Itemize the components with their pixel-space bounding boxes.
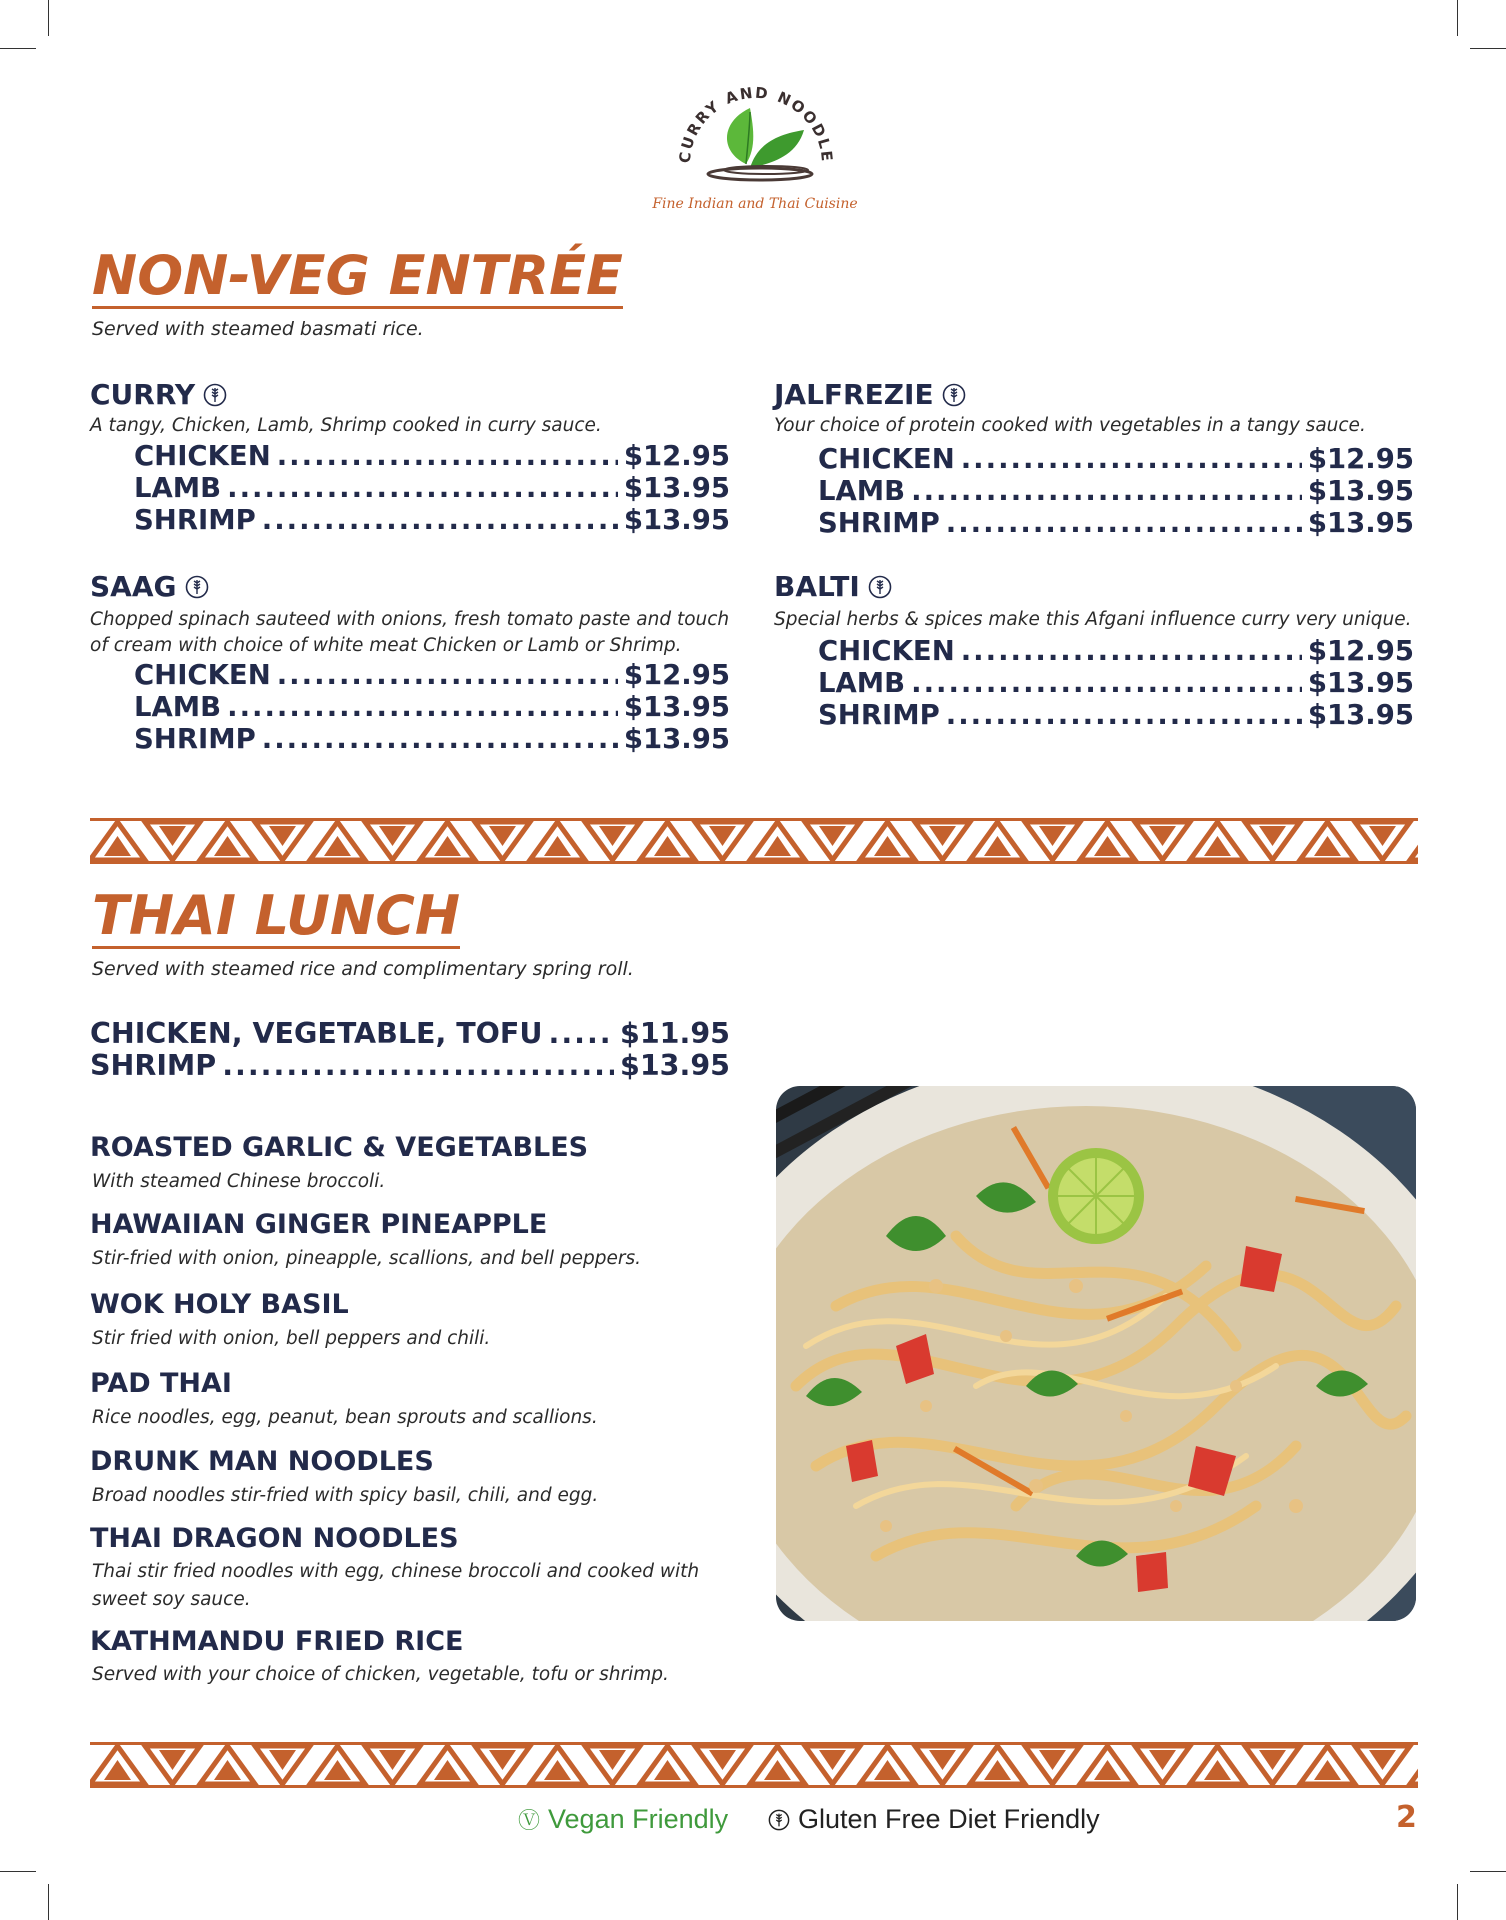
leader-dots (961, 635, 1302, 667)
wheat-circle-icon (868, 575, 892, 599)
price-label: CHICKEN (134, 440, 271, 472)
crop-mark (0, 48, 36, 49)
crop-mark (1457, 1884, 1458, 1920)
price-row (134, 659, 730, 691)
crop-mark (1470, 1871, 1506, 1872)
logo-tagline: Fine Indian and Thai Cuisine (652, 196, 858, 212)
item-desc-saag-line1: Chopped spinach sauteed with onions, fresh tomato paste and touch (90, 609, 730, 630)
item-desc-jalfrezie: Your choice of protein cooked with vegetables in a tangy sauce. (774, 415, 1366, 436)
leader-dots (227, 691, 618, 723)
leader-dots (946, 699, 1302, 731)
price-value: $13.95 (623, 723, 730, 755)
section-subtitle-thai-lunch: Served with steamed rice and complimentary spring roll. (92, 958, 634, 980)
price-label: CHICKEN (818, 443, 955, 475)
leader-dots (911, 667, 1302, 699)
price-label: LAMB (818, 667, 906, 699)
leader-dots (961, 443, 1302, 475)
tribal-border-top (90, 818, 1418, 864)
dish-title: DRUNK MAN NOODLES (90, 1446, 434, 1477)
price-row (90, 1017, 730, 1050)
price-value: $11.95 (620, 1017, 730, 1050)
price-row (134, 723, 730, 755)
dish-desc: With steamed Chinese broccoli. (92, 1171, 386, 1192)
crop-mark (0, 1871, 36, 1872)
leader-dots (222, 1049, 614, 1082)
item-desc-saag-line2: of cream with choice of white meat Chicken or Lamb or Shrimp. (90, 635, 682, 656)
item-title-balti (774, 570, 892, 603)
dish-desc: Served with your choice of chicken, vegetable, tofu or shrimp. (92, 1664, 669, 1685)
price-value: $13.95 (620, 1049, 730, 1082)
crop-mark (1457, 0, 1458, 36)
price-label: CHICKEN (134, 659, 271, 691)
wheat-circle-icon (185, 575, 209, 599)
noodle-dish-photo (776, 1086, 1416, 1621)
leader-dots (911, 475, 1302, 507)
wheat-circle-icon (768, 1809, 790, 1831)
crop-mark (1470, 48, 1506, 49)
legend-vegan (518, 1804, 728, 1835)
item-name: JALFREZIE (774, 378, 934, 411)
price-value: $12.95 (623, 440, 730, 472)
price-label: LAMB (818, 475, 906, 507)
price-value: $13.95 (1307, 699, 1414, 731)
leader-dots (549, 1017, 615, 1050)
item-desc-balti: Special herbs & spices make this Afgani influence curry very unique. (774, 609, 1412, 630)
dish-title: PAD THAI (90, 1368, 232, 1399)
price-row (818, 699, 1414, 731)
section-title-non-veg: NON-VEG ENTRÉE (92, 244, 623, 307)
price-row (818, 635, 1414, 667)
dish-desc: Broad noodles stir-fried with spicy basil, chili, and egg. (92, 1485, 599, 1506)
dish-desc: Stir-fried with onion, pineapple, scallions, and bell peppers. (92, 1248, 641, 1269)
item-name: CURRY (90, 378, 196, 411)
dish-desc: Rice noodles, egg, peanut, bean sprouts and scallions. (92, 1407, 598, 1428)
item-title-saag (90, 570, 209, 603)
price-row (134, 440, 730, 472)
dish-desc: Thai stir fried noodles with egg, chinese broccoli and cooked with (92, 1561, 700, 1582)
legend-gluten-free (768, 1804, 1100, 1835)
item-title-curry (90, 378, 227, 411)
item-desc-curry: A tangy, Chicken, Lamb, Shrimp cooked in curry sauce. (90, 415, 602, 436)
price-label: LAMB (134, 691, 222, 723)
leader-dots (227, 472, 618, 504)
price-label: SHRIMP (134, 723, 256, 755)
price-value: $13.95 (623, 504, 730, 536)
price-value: $13.95 (1307, 507, 1414, 539)
price-label: SHRIMP (134, 504, 256, 536)
price-label: LAMB (134, 472, 222, 504)
price-label: CHICKEN (818, 635, 955, 667)
price-value: $13.95 (1307, 667, 1414, 699)
price-value: $13.95 (623, 691, 730, 723)
crop-mark (48, 1884, 49, 1920)
legend-vegan-label: Vegan Friendly (548, 1804, 729, 1834)
price-value: $13.95 (623, 472, 730, 504)
price-label: SHRIMP (818, 507, 940, 539)
item-name: SAAG (90, 570, 177, 603)
price-label: SHRIMP (90, 1049, 217, 1082)
price-label: SHRIMP (818, 699, 940, 731)
crop-mark (48, 0, 49, 36)
vegan-icon: Ⓥ (518, 1808, 541, 1833)
item-name: BALTI (774, 570, 860, 603)
dish-title: KATHMANDU FRIED RICE (90, 1626, 464, 1657)
leader-dots (277, 440, 618, 472)
dish-title: HAWAIIAN GINGER PINEAPPLE (90, 1209, 548, 1240)
wheat-circle-icon (942, 383, 966, 407)
section-title-thai-lunch: THAI LUNCH (92, 884, 461, 947)
price-row (818, 475, 1414, 507)
price-row (134, 504, 730, 536)
dish-title: THAI DRAGON NOODLES (90, 1523, 459, 1554)
section-subtitle-non-veg: Served with steamed basmati rice. (92, 318, 424, 340)
price-row (134, 691, 730, 723)
price-value: $12.95 (1307, 443, 1414, 475)
leader-dots (262, 504, 618, 536)
leader-dots (946, 507, 1302, 539)
leaf-icon (727, 108, 804, 168)
price-row (818, 667, 1414, 699)
border-triangle-up (1410, 1746, 1418, 1784)
dish-desc: sweet soy sauce. (92, 1589, 251, 1610)
price-label: CHICKEN, VEGETABLE, TOFU (90, 1017, 543, 1050)
price-value: $12.95 (623, 659, 730, 691)
wheat-circle-icon (203, 383, 227, 407)
page-number: 2 (1396, 1800, 1417, 1835)
price-value: $12.95 (1307, 635, 1414, 667)
item-title-jalfrezie (774, 378, 966, 411)
price-row (818, 443, 1414, 475)
border-triangle-up (1410, 822, 1418, 860)
price-row (134, 472, 730, 504)
logo-arc-text: CURRY AND NOODLE (675, 83, 837, 164)
dish-desc: Stir fried with onion, bell peppers and chili. (92, 1328, 491, 1349)
leader-dots (277, 659, 618, 691)
price-row (818, 507, 1414, 539)
dish-title: WOK HOLY BASIL (90, 1289, 349, 1320)
leader-dots (262, 723, 618, 755)
legend-gluten-free-label: Gluten Free Diet Friendly (798, 1804, 1100, 1834)
tribal-border-bottom (90, 1742, 1418, 1788)
dish-title: ROASTED GARLIC & VEGETABLES (90, 1132, 589, 1163)
svg-text:CURRY AND NOODLE (676, 84, 836, 164)
price-value: $13.95 (1307, 475, 1414, 507)
price-row (90, 1049, 730, 1082)
